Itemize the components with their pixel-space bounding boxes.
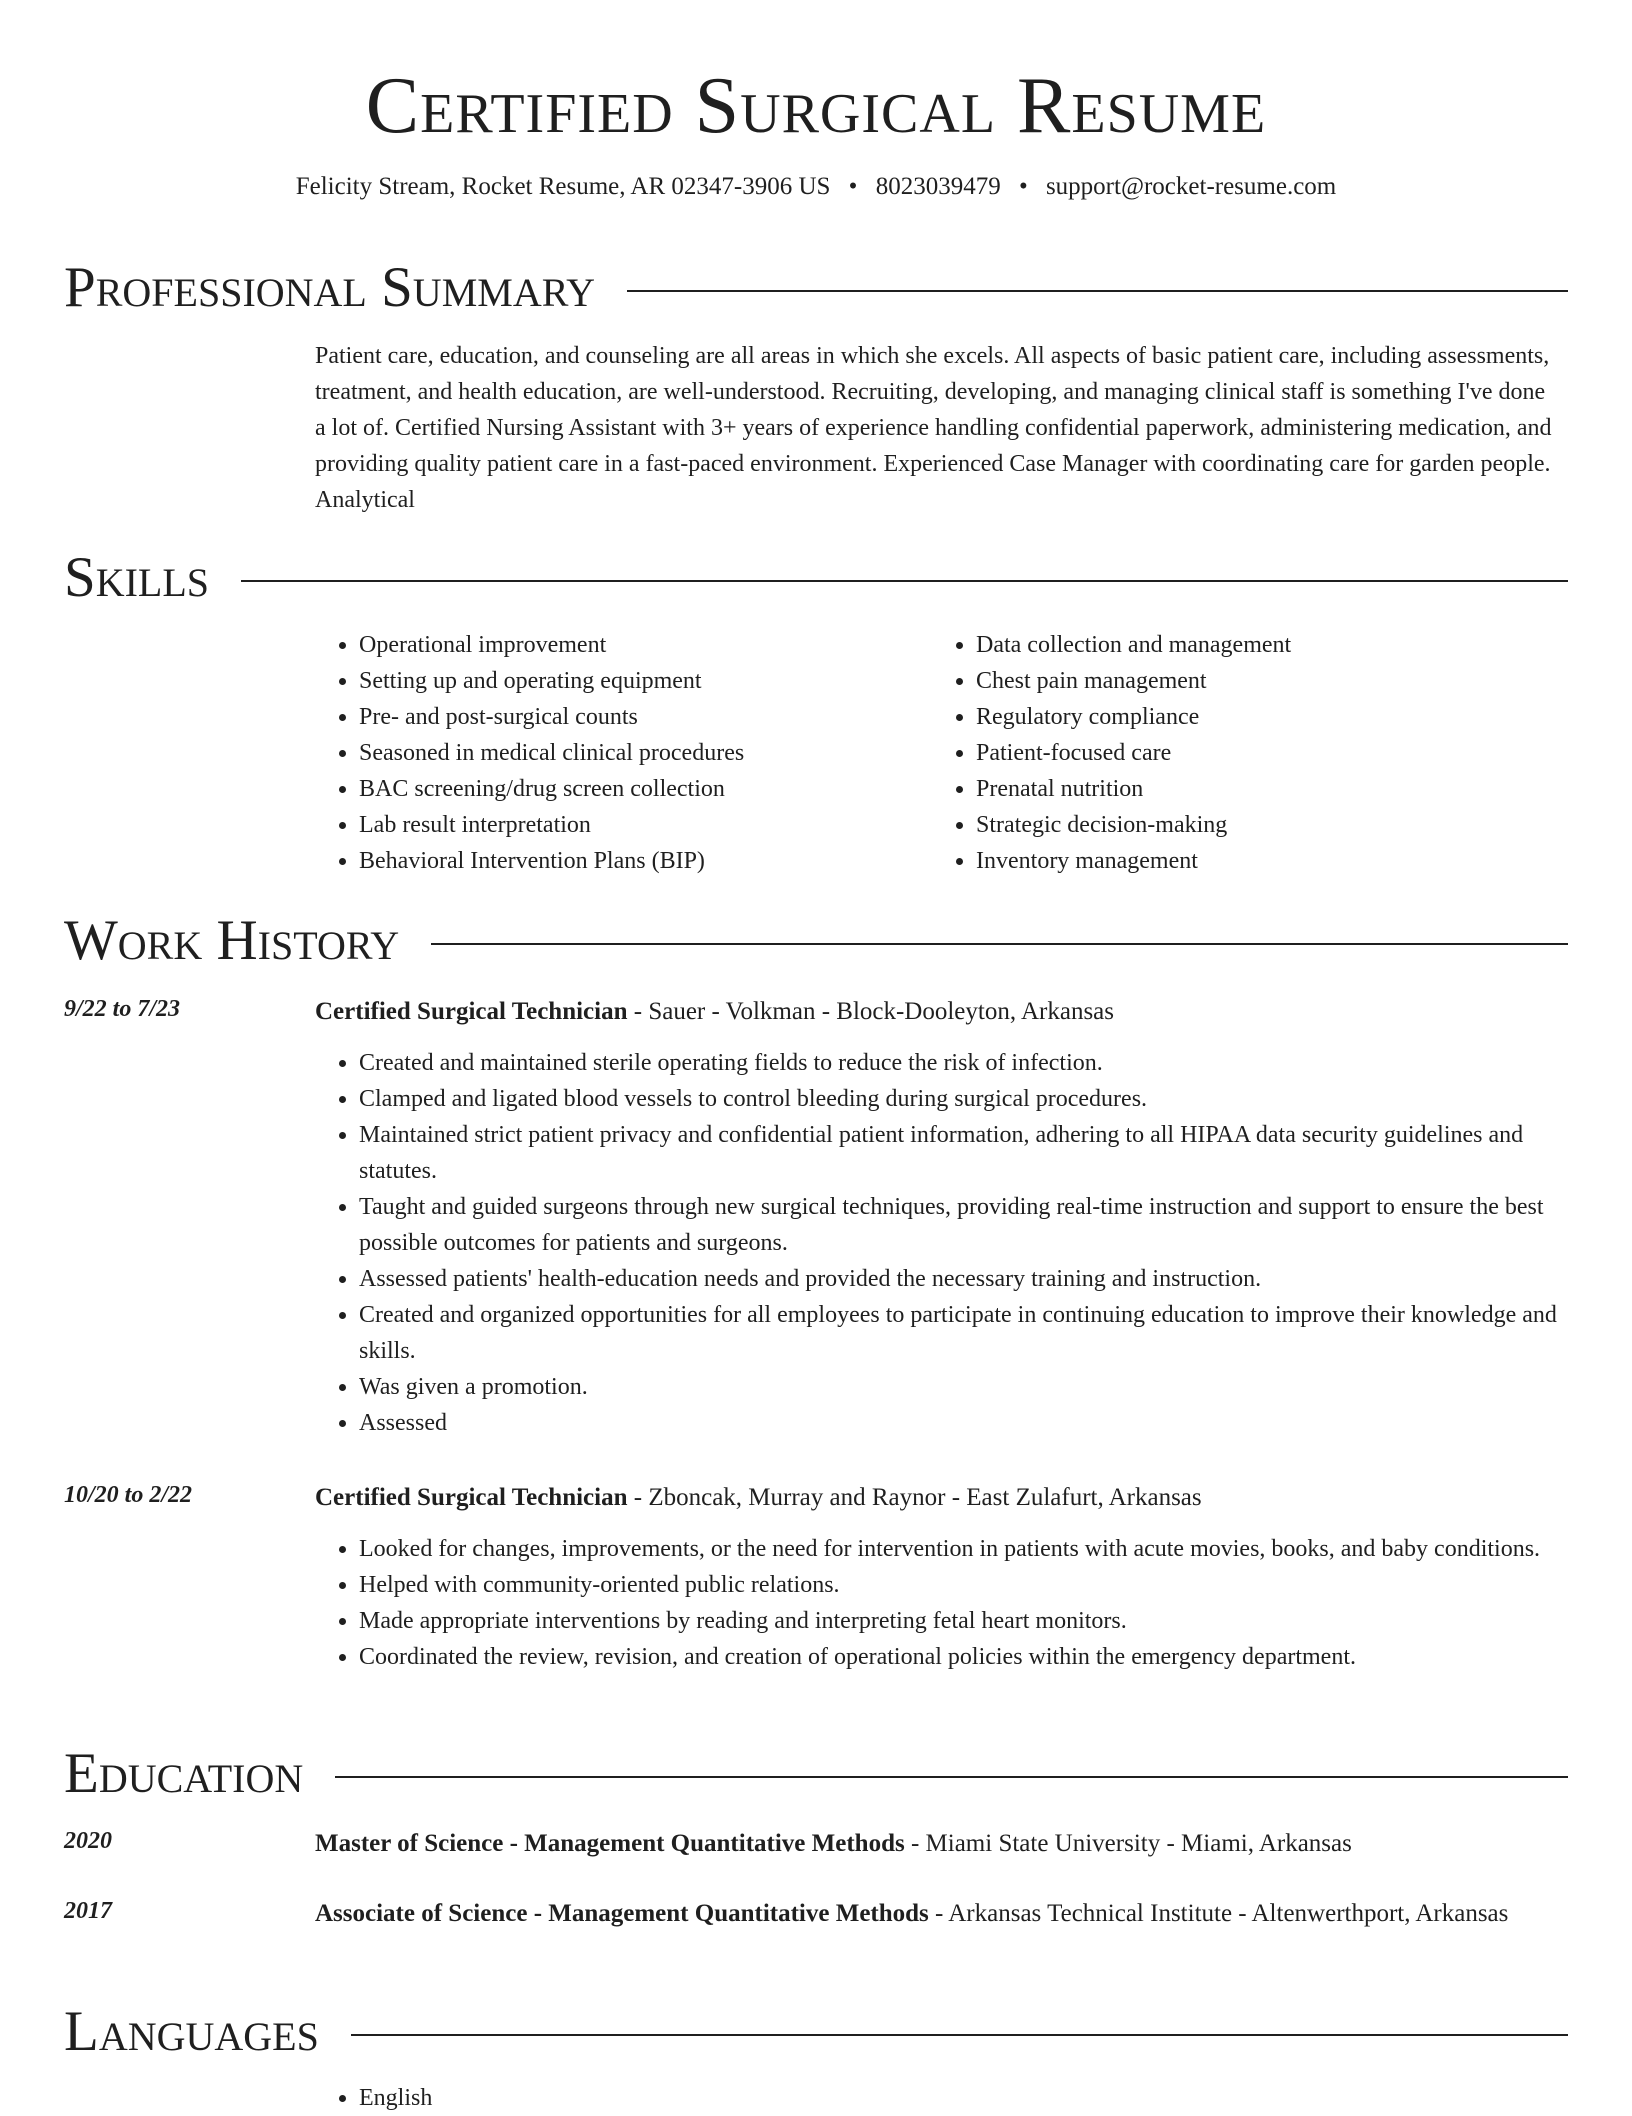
- skill-item: • Setting up and operating equipment: [359, 663, 915, 699]
- work-bullet: • Helped with community-oriented public relations.: [359, 1567, 1565, 1603]
- skill-item: • Behavioral Intervention Plans (BIP): [359, 843, 915, 879]
- education-degree: Master of Science - Management Quantitative Methods: [315, 1830, 905, 1857]
- contact-separator: •: [1018, 173, 1028, 200]
- skill-item: • Prenatal nutrition: [976, 771, 1532, 807]
- contact-address: Felicity Stream, Rocket Resume, AR 02347-3906 US: [295, 173, 831, 200]
- work-bullet: • Looked for changes, improvements, or the need for intervention in patients with acute movies, books, and baby conditions.: [359, 1531, 1565, 1567]
- section-languages-header: [64, 2002, 1568, 2062]
- section-divider: [335, 1776, 1568, 1778]
- skill-item: • Operational improvement: [359, 627, 915, 663]
- education-year: 2017: [64, 1898, 112, 1924]
- section-divider: [431, 943, 1568, 945]
- work-bullet: • Assessed patients' health-education needs and provided the necessary training and instruction.: [359, 1261, 1565, 1297]
- education-entry: [315, 1894, 1565, 1934]
- section-title-skills: Skills: [64, 546, 210, 609]
- skills-column-right: [932, 627, 1532, 879]
- education-entry: [315, 1824, 1565, 1864]
- contact-line: [0, 173, 1632, 201]
- contact-phone: 8023039479: [875, 173, 1001, 200]
- education-school: - Miami State University - Miami, Arkansas: [904, 1830, 1352, 1857]
- skill-item: • Data collection and management: [976, 627, 1532, 663]
- skill-item: • Strategic decision-making: [976, 807, 1532, 843]
- languages-list: [315, 2080, 1565, 2116]
- work-bullet: • Created and maintained sterile operating fields to reduce the risk of infection.: [359, 1045, 1565, 1081]
- language-item: • English: [359, 2080, 1565, 2116]
- education-school: - Arkansas Technical Institute - Altenwerthport, Arkansas: [928, 1900, 1509, 1927]
- skill-item: • Inventory management: [976, 843, 1532, 879]
- section-title-summary: Professional Summary: [64, 256, 596, 319]
- contact-email[interactable]: support@rocket-resume.com: [1045, 173, 1337, 200]
- section-divider: [627, 290, 1568, 292]
- contact-separator: •: [848, 173, 858, 200]
- work-dates: 10/20 to 2/22: [64, 1482, 193, 1508]
- work-bullets: [315, 1531, 1565, 1675]
- skill-item: • Lab result interpretation: [359, 807, 915, 843]
- work-bullet: • Was given a promotion.: [359, 1369, 1565, 1405]
- section-divider: [241, 580, 1568, 582]
- skill-item: • Pre- and post-surgical counts: [359, 699, 915, 735]
- skill-item: • Chest pain management: [976, 663, 1532, 699]
- work-bullet: • Created and organized opportunities for all employees to participate in continuing education to improve their knowledge and skills.: [359, 1297, 1565, 1369]
- work-bullet: • Taught and guided surgeons through new surgical techniques, providing real-time instruction and support to ensure the best possible outcomes for patients and surgeons.: [359, 1189, 1565, 1261]
- work-employer: - Zboncak, Murray and Raynor - East Zulafurt, Arkansas: [627, 1484, 1202, 1511]
- work-role: Certified Surgical Technician: [315, 998, 628, 1025]
- skills-column-left: [315, 627, 915, 879]
- work-entry-heading: [315, 1478, 1565, 1518]
- section-divider: [351, 2034, 1568, 2036]
- section-education-header: [64, 1744, 1568, 1804]
- skill-item: • Seasoned in medical clinical procedures: [359, 735, 915, 771]
- work-bullet: • Made appropriate interventions by reading and interpreting fetal heart monitors.: [359, 1603, 1565, 1639]
- section-title-work: Work History: [64, 909, 400, 972]
- section-work-header: [64, 911, 1568, 971]
- work-dates: 9/22 to 7/23: [64, 996, 181, 1022]
- work-bullet: • Maintained strict patient privacy and confidential patient information, adhering to all HIPAA data security guidelines and statutes.: [359, 1117, 1565, 1189]
- section-skills-header: [64, 548, 1568, 608]
- work-bullets: [315, 1045, 1565, 1441]
- section-summary-header: [64, 258, 1568, 318]
- work-entry-heading: [315, 992, 1565, 1032]
- education-degree: Associate of Science - Management Quantitative Methods: [315, 1900, 929, 1927]
- work-bullet: • Clamped and ligated blood vessels to control bleeding during surgical procedures.: [359, 1081, 1565, 1117]
- work-bullet: • Coordinated the review, revision, and creation of operational policies within the emergency department.: [359, 1639, 1565, 1675]
- work-role: Certified Surgical Technician: [315, 1484, 628, 1511]
- work-employer: - Sauer - Volkman - Block-Dooleyton, Arkansas: [627, 998, 1114, 1025]
- work-bullet: • Assessed: [359, 1405, 1565, 1441]
- summary-text: Patient care, education, and counseling are all areas in which she excels. All aspects of basic patient care, including assessments, treatment, and health education, are well-understood. Recruiting, developing, and managing clinical staff is something I've done a lot of. Certified Nursing Assistant with 3+ years of experience handling confidential paperwork, administering medication, and providing quality patient care in a fast-paced environment. Experienced Case Manager with coordinating care for garden people. Analytical: [315, 343, 1552, 513]
- skill-item: • BAC screening/drug screen collection: [359, 771, 915, 807]
- resume-title: Certified Surgical Resume: [365, 62, 1267, 150]
- section-title-education: Education: [64, 1742, 304, 1805]
- education-year: 2020: [64, 1828, 112, 1854]
- skill-item: • Patient-focused care: [976, 735, 1532, 771]
- section-title-languages: Languages: [64, 2000, 319, 2063]
- skill-item: • Regulatory compliance: [976, 699, 1532, 735]
